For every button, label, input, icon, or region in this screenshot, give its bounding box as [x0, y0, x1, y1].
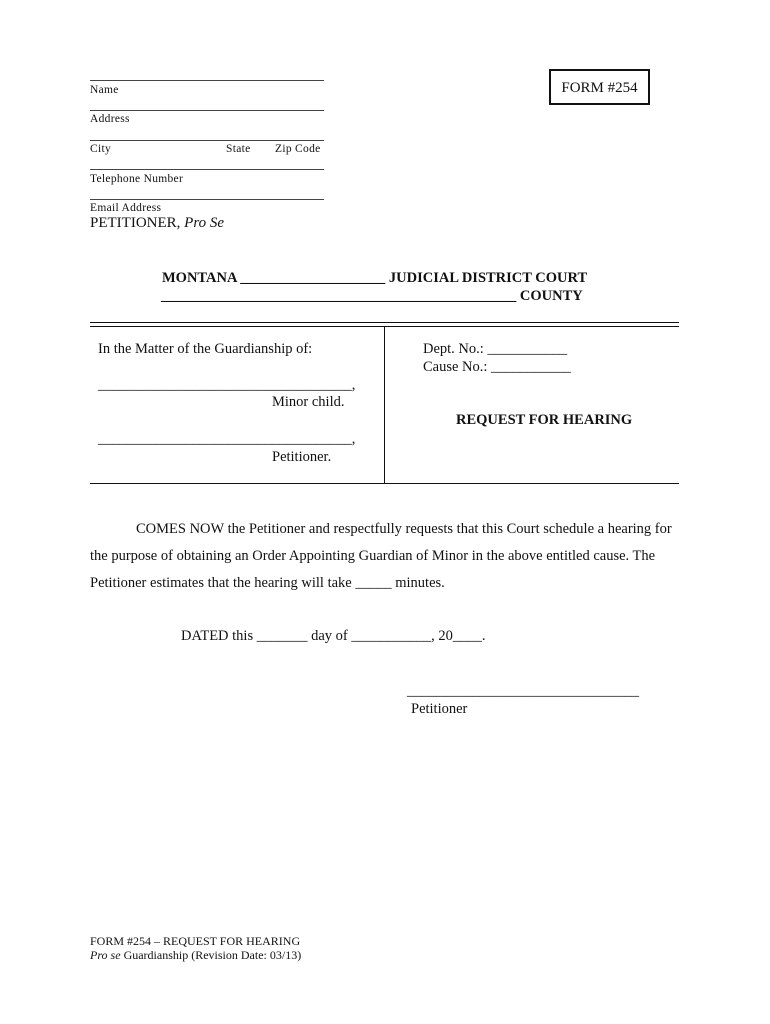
email-line[interactable] [90, 199, 324, 200]
dated-line[interactable]: DATED this _______ day of ___________, 20____. [181, 628, 486, 644]
petitioner-pro-se-label [90, 215, 224, 232]
signature-label: Petitioner [411, 701, 468, 717]
document-title: REQUEST FOR HEARING [456, 412, 633, 428]
name-line[interactable] [90, 80, 324, 81]
caption-bottom-rule [90, 483, 679, 484]
name-label: Name [90, 84, 119, 96]
county-blank[interactable]: _________________________________________________ [161, 288, 517, 304]
body-line-3: Petitioner estimates that the hearing will take _____ minutes. [90, 575, 445, 591]
district-number-blank[interactable]: ____________________ [240, 270, 386, 286]
address-label: Address [90, 113, 130, 125]
footer-form-title: FORM #254 – REQUEST FOR HEARING [90, 934, 301, 948]
dept-no-field[interactable]: Dept. No.: ___________ [423, 341, 568, 357]
city-state-zip-line[interactable] [90, 140, 324, 141]
petitioner-label: PETITIONER, [90, 215, 185, 231]
zip-code-label: Zip Code [275, 143, 321, 155]
signature-line[interactable]: ________________________________ [407, 683, 639, 699]
court-name: JUDICIAL DISTRICT COURT [388, 270, 588, 286]
petitioner-name-blank[interactable]: ___________________________________, [98, 431, 356, 447]
city-label: City [90, 143, 112, 155]
minor-child-label: Minor child. [272, 394, 345, 410]
footer-revision [90, 948, 301, 962]
pro-se-label: Pro Se [184, 215, 225, 231]
court-line-2 [161, 288, 583, 305]
cause-no-field[interactable]: Cause No.: ___________ [423, 359, 571, 375]
body-line-1: COMES NOW the Petitioner and respectfully requests that this Court schedule a hearing for [136, 521, 672, 537]
county-label: COUNTY [519, 288, 583, 304]
footer-pro-se: Pro se [90, 948, 121, 962]
telephone-line[interactable] [90, 169, 324, 170]
state-label: State [226, 143, 251, 155]
telephone-label: Telephone Number [90, 173, 184, 185]
caption-divider [384, 327, 385, 484]
footer-revision-text: Guardianship (Revision Date: 03/13) [120, 948, 302, 962]
petitioner-caption-label: Petitioner. [272, 449, 332, 465]
address-line[interactable] [90, 110, 324, 111]
email-label: Email Address [90, 202, 162, 214]
court-state: MONTANA [162, 270, 237, 286]
matter-label: In the Matter of the Guardianship of: [98, 341, 313, 357]
form-number-box: FORM #254 [549, 69, 650, 105]
court-line-1 [162, 270, 587, 287]
body-line-2: the purpose of obtaining an Order Appointing Guardian of Minor in the above entitled cause. The [90, 548, 656, 564]
minor-name-blank[interactable]: ___________________________________, [98, 377, 356, 393]
caption-top-rule-1 [90, 322, 679, 323]
